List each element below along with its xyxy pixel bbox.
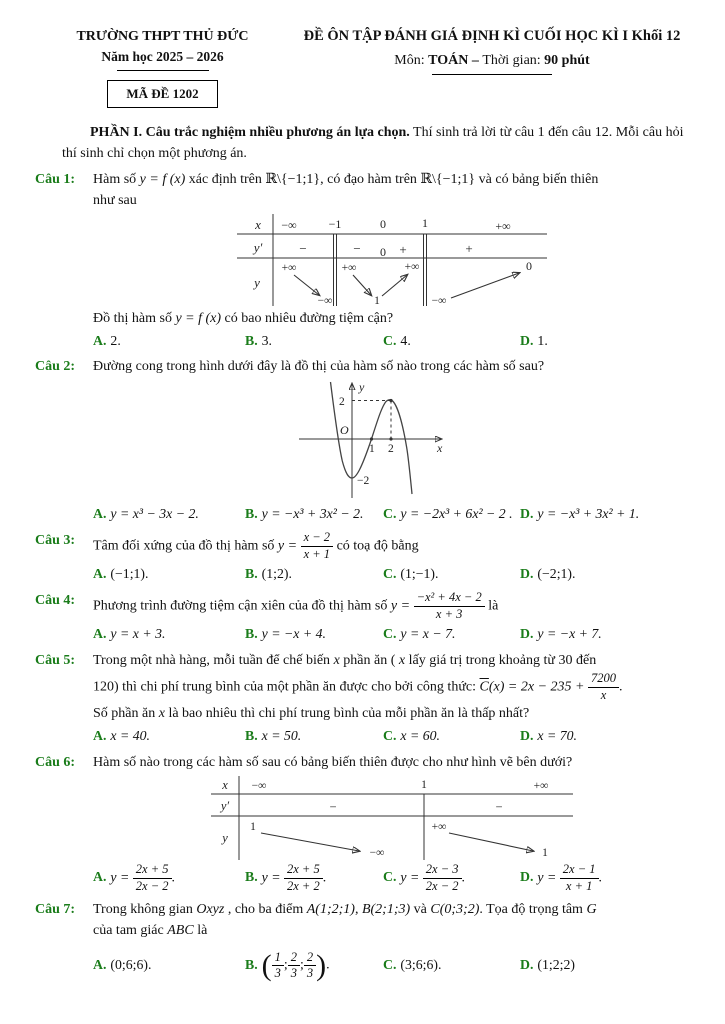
question-3-body (93, 530, 690, 585)
part1-heading (62, 122, 690, 164)
q6-table-s1: − (328, 799, 337, 814)
answer-option-b (245, 624, 383, 645)
q7-t3: , (354, 902, 362, 918)
question-6-body (93, 752, 690, 894)
question-4 (35, 590, 690, 645)
q3-t1: Tâm đối xứng của đồ thị hàm số (93, 538, 278, 554)
q6-pre-a: y = (110, 869, 133, 885)
q1-table-v4: 1 (373, 294, 380, 306)
letter-d: D. (520, 626, 534, 642)
letter-c: C. (383, 869, 397, 885)
answer-option-b (245, 943, 383, 988)
q5-l1a: Trong một nhà hàng, mỗi tuần để chế biến (93, 653, 334, 668)
q7-t2: , cho ba điểm (224, 902, 307, 918)
q5-l2c: . (618, 679, 623, 695)
question-7-body (93, 899, 690, 988)
letter-a: A. (93, 332, 107, 348)
q2-graph-y2: 2 (339, 396, 345, 409)
question-5-line1 (93, 650, 690, 671)
question-1-answers (93, 331, 690, 352)
q4-answer-c: y = x − 7. (400, 626, 456, 642)
question-5-line2 (93, 671, 690, 703)
q7-answer-d: (1;2;2) (537, 957, 575, 973)
q6-a-num: 2x + 5 (133, 862, 172, 879)
q1-table-s2: − (352, 240, 361, 256)
q1-table-x3: 0 (379, 216, 386, 231)
q6-frac-b (284, 862, 323, 894)
q4-fraction (414, 590, 485, 622)
answer-option-a (93, 331, 245, 352)
answer-option-a (93, 624, 245, 645)
question-4-body (93, 590, 690, 645)
q6-pre-b: y = (261, 869, 284, 885)
q7-t5: . Tọa độ trọng tâm (479, 902, 587, 918)
answer-option-d (520, 862, 690, 894)
letter-d: D. (520, 332, 534, 348)
q1-m1: y = f (x) (139, 171, 186, 187)
answer-option-b (245, 862, 383, 894)
answer-option-a (93, 504, 245, 525)
q1-qt1: Đồ thị hàm số (93, 310, 176, 326)
q5-answer-a: x = 40. (110, 728, 151, 744)
q5-answer-b: x = 50. (261, 728, 302, 744)
question-3 (35, 530, 690, 585)
question-7-answers (93, 943, 690, 988)
q7-answer-a: (0;6;6). (110, 957, 152, 973)
q7-l2a: của tam giác (93, 923, 168, 939)
q6-b-num: 2x + 5 (284, 862, 323, 879)
header-divider-right (432, 74, 552, 75)
q1-t3: , có đạo hàm trên (320, 171, 421, 187)
q4-t1: Phương trình đường tiệm cận xiên của đồ thị hàm số (93, 598, 391, 614)
q2-graph-ym2: −2 (357, 475, 370, 488)
q3-answer-c: (1;−1). (400, 566, 439, 582)
q5-answer-d: x = 70. (537, 728, 578, 744)
letter-b: B. (245, 332, 258, 348)
q1-table-v6: −∞ (431, 294, 446, 306)
q6-table-hyp: y′ (220, 798, 229, 813)
header-right (290, 26, 690, 108)
q6-b-den: 2x + 2 (287, 878, 320, 893)
q2-graph-tick1: 1 (369, 443, 375, 456)
q7-m4: C(0;3;2) (430, 902, 480, 918)
letter-a: A. (93, 506, 107, 522)
q5-frac-num: 7200 (588, 671, 619, 688)
answer-option-d (520, 564, 690, 585)
q5-l1c: lấy giá trị trong khoảng từ 30 đến (405, 653, 597, 668)
q6-dot-c: . (461, 869, 465, 885)
answer-option-b (245, 504, 383, 525)
question-1-text2: như sau (93, 192, 137, 208)
q6-table-hy: y (221, 830, 228, 845)
q7-l2b: là (193, 923, 208, 939)
q6-pre-d: y = (537, 869, 560, 885)
q3-fraction (301, 530, 333, 562)
answer-option-b (245, 726, 383, 747)
q3-t2: có toạ độ bằng (333, 538, 419, 554)
q1-t2: xác định trên (185, 171, 266, 187)
q6-table-v3: +∞ (431, 820, 446, 833)
question-6 (35, 752, 690, 894)
question-2-label: Câu 2: (35, 359, 76, 375)
q1-table-hyp: y′ (253, 239, 262, 255)
question-1-prompt (93, 308, 690, 329)
q6-table-v2: −∞ (369, 846, 384, 859)
q1-table-v3: +∞ (341, 261, 356, 274)
part1-lead: PHẦN I. Câu trắc nghiệm nhiều phương án lựa chọn. (90, 124, 410, 140)
variation-table-q6 (211, 776, 573, 860)
answer-option-d (520, 955, 690, 976)
time-label: Thời gian: (482, 52, 545, 68)
q1-answer-a: 2. (110, 332, 121, 348)
q3-frac-den: x + 1 (303, 546, 331, 561)
part1-rest: Thí sinh trả lời từ câu 1 đến câu 12. Mỗi câu hỏi thí sinh chỉ chọn một phương án. (62, 124, 684, 161)
q4-m1: y = (390, 598, 414, 614)
q6-table-s2: − (494, 799, 503, 814)
question-6-text: Hàm số nào trong các hàm số sau có bảng biến thiên được cho như hình vẽ bên dưới? (93, 754, 573, 770)
answer-option-b (245, 331, 383, 352)
q3-answer-d: (−2;1). (537, 566, 576, 582)
letter-a: A. (93, 626, 107, 642)
letter-b: B. (245, 728, 258, 744)
q7-b-frac1 (272, 950, 284, 982)
q3-m1: y = (277, 538, 301, 554)
q3-answer-a: (−1;1). (110, 566, 149, 582)
question-2-answers (93, 504, 690, 525)
answer-option-d (520, 624, 690, 645)
q7-t4: và (410, 902, 431, 918)
q1-answer-b: 3. (261, 332, 273, 348)
q7-b-dot: . (326, 956, 330, 972)
q7-b-sep2: ; (300, 956, 304, 972)
q6-d-num: 2x − 1 (560, 862, 599, 879)
answer-option-a (93, 726, 245, 747)
question-4-text (93, 590, 690, 622)
q2-answer-d: y = −x³ + 3x² + 1. (537, 506, 640, 522)
q1-m2: ℝ\{−1;1} (265, 171, 321, 187)
q5-l3m: x (158, 706, 165, 722)
q1-answer-d: 1. (537, 332, 548, 348)
letter-b: B. (245, 506, 258, 522)
variation-table-q1 (237, 214, 547, 306)
answer-option-d (520, 331, 690, 352)
q7-m3: B(2;1;3) (361, 902, 411, 918)
letter-c: C. (383, 506, 397, 522)
answer-option-c (383, 862, 520, 894)
q7-answer-c: (3;6;6). (400, 957, 442, 973)
q5-l3b: là bao nhiêu thì chi phí trung bình của mỗi phần ăn là thấp nhất? (164, 706, 530, 722)
q7-b-f1n: 1 (272, 950, 284, 967)
q1-t1: Hàm số (93, 171, 140, 187)
q5-cbar: $\overline{C}$ (479, 679, 489, 695)
question-4-label: Câu 4: (35, 593, 76, 609)
letter-b: B. (245, 869, 258, 885)
q4-frac-den: x + 3 (435, 606, 463, 621)
question-5 (35, 650, 690, 747)
q4-answer-b: y = −x + 4. (261, 626, 326, 642)
q6-frac-d (560, 862, 599, 894)
answer-option-d (520, 504, 690, 525)
school-year: Năm học 2025 – 2026 (101, 49, 224, 64)
q2-graph-origin: O (340, 423, 349, 438)
q2-graph-tick2: 2 (388, 443, 394, 456)
letter-d: D. (520, 566, 534, 582)
q2-answer-c: y = −2x³ + 6x² − 2 . (400, 506, 513, 522)
letter-c: C. (383, 728, 397, 744)
question-5-line3 (93, 703, 690, 724)
q7-b-f3n: 2 (304, 950, 316, 967)
letter-d: D. (520, 506, 534, 522)
q6-frac-c (423, 862, 462, 894)
question-2 (35, 356, 690, 525)
cubic-graph-q2 (289, 380, 494, 502)
q1-table-v7: 0 (525, 258, 532, 273)
question-6-answers (93, 862, 690, 894)
q1-table-hy: y (253, 274, 260, 290)
q1-m3: ℝ\{−1;1} (420, 171, 476, 187)
q1-table-x2: −1 (328, 216, 341, 231)
q6-a-den: 2x − 2 (135, 878, 169, 893)
q5-l3a: Số phần ăn (93, 706, 159, 722)
q1-table-s5: + (464, 240, 473, 256)
letter-c: C. (383, 332, 397, 348)
q1-table-x4: 1 (421, 215, 428, 230)
exam-title: ĐỀ ÔN TẬP ĐÁNH GIÁ ĐỊNH KÌ CUỐI HỌC KÌ I Khối 12 (303, 28, 681, 44)
question-6-label: Câu 6: (35, 754, 76, 770)
question-2-body (93, 356, 690, 525)
question-5-label: Câu 5: (35, 653, 76, 668)
q7-b-f2d: 3 (290, 966, 297, 981)
q5-l1m2: x (398, 653, 406, 668)
answer-option-c (383, 955, 520, 976)
answer-option-c (383, 504, 520, 525)
q6-table-v1: 1 (249, 820, 256, 833)
q3-frac-num: x − 2 (301, 530, 333, 547)
q6-table-x2: 1 (420, 778, 427, 791)
q7-b-close-paren: ) (316, 949, 327, 983)
exam-subject-line (294, 50, 690, 71)
q7-b-f2n: 2 (288, 950, 300, 967)
question-7 (35, 899, 690, 988)
q6-table-v4: 1 (541, 846, 548, 859)
subject-prefix: Môn: (394, 52, 429, 68)
question-5-answers (93, 726, 690, 747)
q6-d-den: x + 1 (565, 878, 593, 893)
q6-dot-b: . (322, 869, 327, 885)
q7-l2m: ABC (167, 923, 194, 939)
answer-option-b (245, 564, 383, 585)
question-3-label: Câu 3: (35, 533, 76, 549)
letter-d: D. (520, 869, 534, 885)
answer-option-a (93, 564, 245, 585)
q7-m5: G (586, 902, 597, 918)
question-7-line2 (93, 920, 690, 941)
time-value: 90 phút (544, 52, 590, 68)
answer-option-c (383, 624, 520, 645)
q1-qm: y = f (x) (175, 310, 222, 326)
question-4-answers (93, 624, 690, 645)
q4-answer-d: y = −x + 7. (537, 626, 602, 642)
letter-d: D. (520, 728, 534, 744)
answer-option-a (93, 862, 245, 894)
q2-graph-xlabel: x (437, 441, 443, 456)
question-1-label: Câu 1: (35, 171, 76, 187)
q1-table-s3: 0 (379, 244, 386, 259)
q6-pre-c: y = (400, 869, 423, 885)
answer-option-c (383, 726, 520, 747)
q6-table-x1: −∞ (251, 779, 266, 792)
q7-b-f1d: 3 (274, 966, 281, 981)
q1-qt2: có bao nhiêu đường tiệm cận? (221, 310, 394, 326)
answer-option-d (520, 726, 690, 747)
q6-frac-a (133, 862, 172, 894)
q1-table-s1: − (298, 240, 307, 256)
q1-table-s4: + (398, 241, 407, 257)
header-divider-left (117, 70, 209, 71)
question-1 (35, 169, 690, 352)
q1-table-x1: −∞ (280, 217, 297, 232)
letter-a: A. (93, 957, 107, 973)
q6-dot-d: . (598, 869, 602, 885)
q6-table-x3: +∞ (533, 779, 548, 792)
q5-l1b: phần ăn ( (339, 653, 399, 668)
question-1-body (93, 169, 690, 352)
answer-option-c (383, 564, 520, 585)
q1-table-v2: −∞ (317, 294, 332, 306)
q7-t1: Trong không gian (93, 902, 197, 918)
question-7-label: Câu 7: (35, 902, 76, 918)
q1-table-x5: +∞ (494, 218, 511, 233)
q7-m1: Oxyz (196, 902, 225, 918)
q1-answer-c: 4. (400, 332, 411, 348)
q7-b-frac3 (304, 950, 316, 982)
q4-answer-a: y = x + 3. (110, 626, 166, 642)
q1-table-v1: +∞ (281, 261, 296, 274)
letter-c: C. (383, 957, 397, 973)
header-left (35, 26, 290, 108)
q5-fraction (588, 671, 619, 703)
question-5-body (93, 650, 690, 747)
q5-l1m: x (333, 653, 340, 668)
q5-l2b: (x) = 2x − 235 + (488, 679, 588, 695)
q3-answer-b: (1;2). (261, 566, 292, 582)
question-2-text: Đường cong trong hình dưới đây là đồ thị của hàm số nào trong các hàm số sau? (93, 359, 545, 375)
school-name: TRƯỜNG THPT THỦ ĐỨC (76, 29, 249, 44)
answer-option-c (383, 331, 520, 352)
answer-option-a (93, 955, 245, 976)
q7-b-sep1: ; (283, 956, 288, 972)
q2-graph-ylabel: y (359, 380, 365, 395)
question-3-text (93, 530, 690, 562)
letter-a: A. (93, 869, 107, 885)
letter-b: B. (245, 956, 258, 972)
question-7-line1 (93, 899, 690, 920)
q4-t2: là (484, 598, 499, 614)
q6-table-hx: x (221, 777, 228, 792)
exam-code-box: MÃ ĐỀ 1202 (107, 80, 217, 108)
subject-name: TOÁN – (428, 52, 483, 68)
q7-b-frac2 (288, 950, 300, 982)
q6-c-den: 2x − 2 (425, 878, 459, 893)
letter-b: B. (245, 626, 258, 642)
q1-table-hx: x (254, 216, 261, 232)
letter-a: A. (93, 728, 107, 744)
question-1-text (93, 169, 690, 190)
letter-d: D. (520, 957, 534, 973)
q1-t4: và có bảng biến thiên (475, 171, 599, 187)
q2-answer-b: y = −x³ + 3x² − 2. (261, 506, 364, 522)
letter-c: C. (383, 626, 397, 642)
q1-table-v5: +∞ (404, 260, 419, 273)
q7-b-f3d: 3 (306, 966, 314, 981)
q5-answer-c: x = 60. (400, 728, 441, 744)
header (35, 26, 690, 108)
q6-c-num: 2x − 3 (423, 862, 462, 879)
question-3-answers (93, 564, 690, 585)
letter-c: C. (383, 566, 397, 582)
letter-b: B. (245, 566, 258, 582)
q7-b-open-paren: ( (261, 949, 272, 983)
q4-frac-num: −x² + 4x − 2 (414, 590, 485, 607)
q5-frac-den: x (600, 687, 607, 702)
q7-m2: A(1;2;1) (306, 902, 355, 918)
q2-answer-a: y = x³ − 3x − 2. (110, 506, 199, 522)
q5-l2a: 120) thì chi phí trung bình của một phần ăn được cho bởi công thức: (93, 679, 480, 695)
q6-dot-a: . (171, 869, 175, 885)
letter-a: A. (93, 566, 107, 582)
